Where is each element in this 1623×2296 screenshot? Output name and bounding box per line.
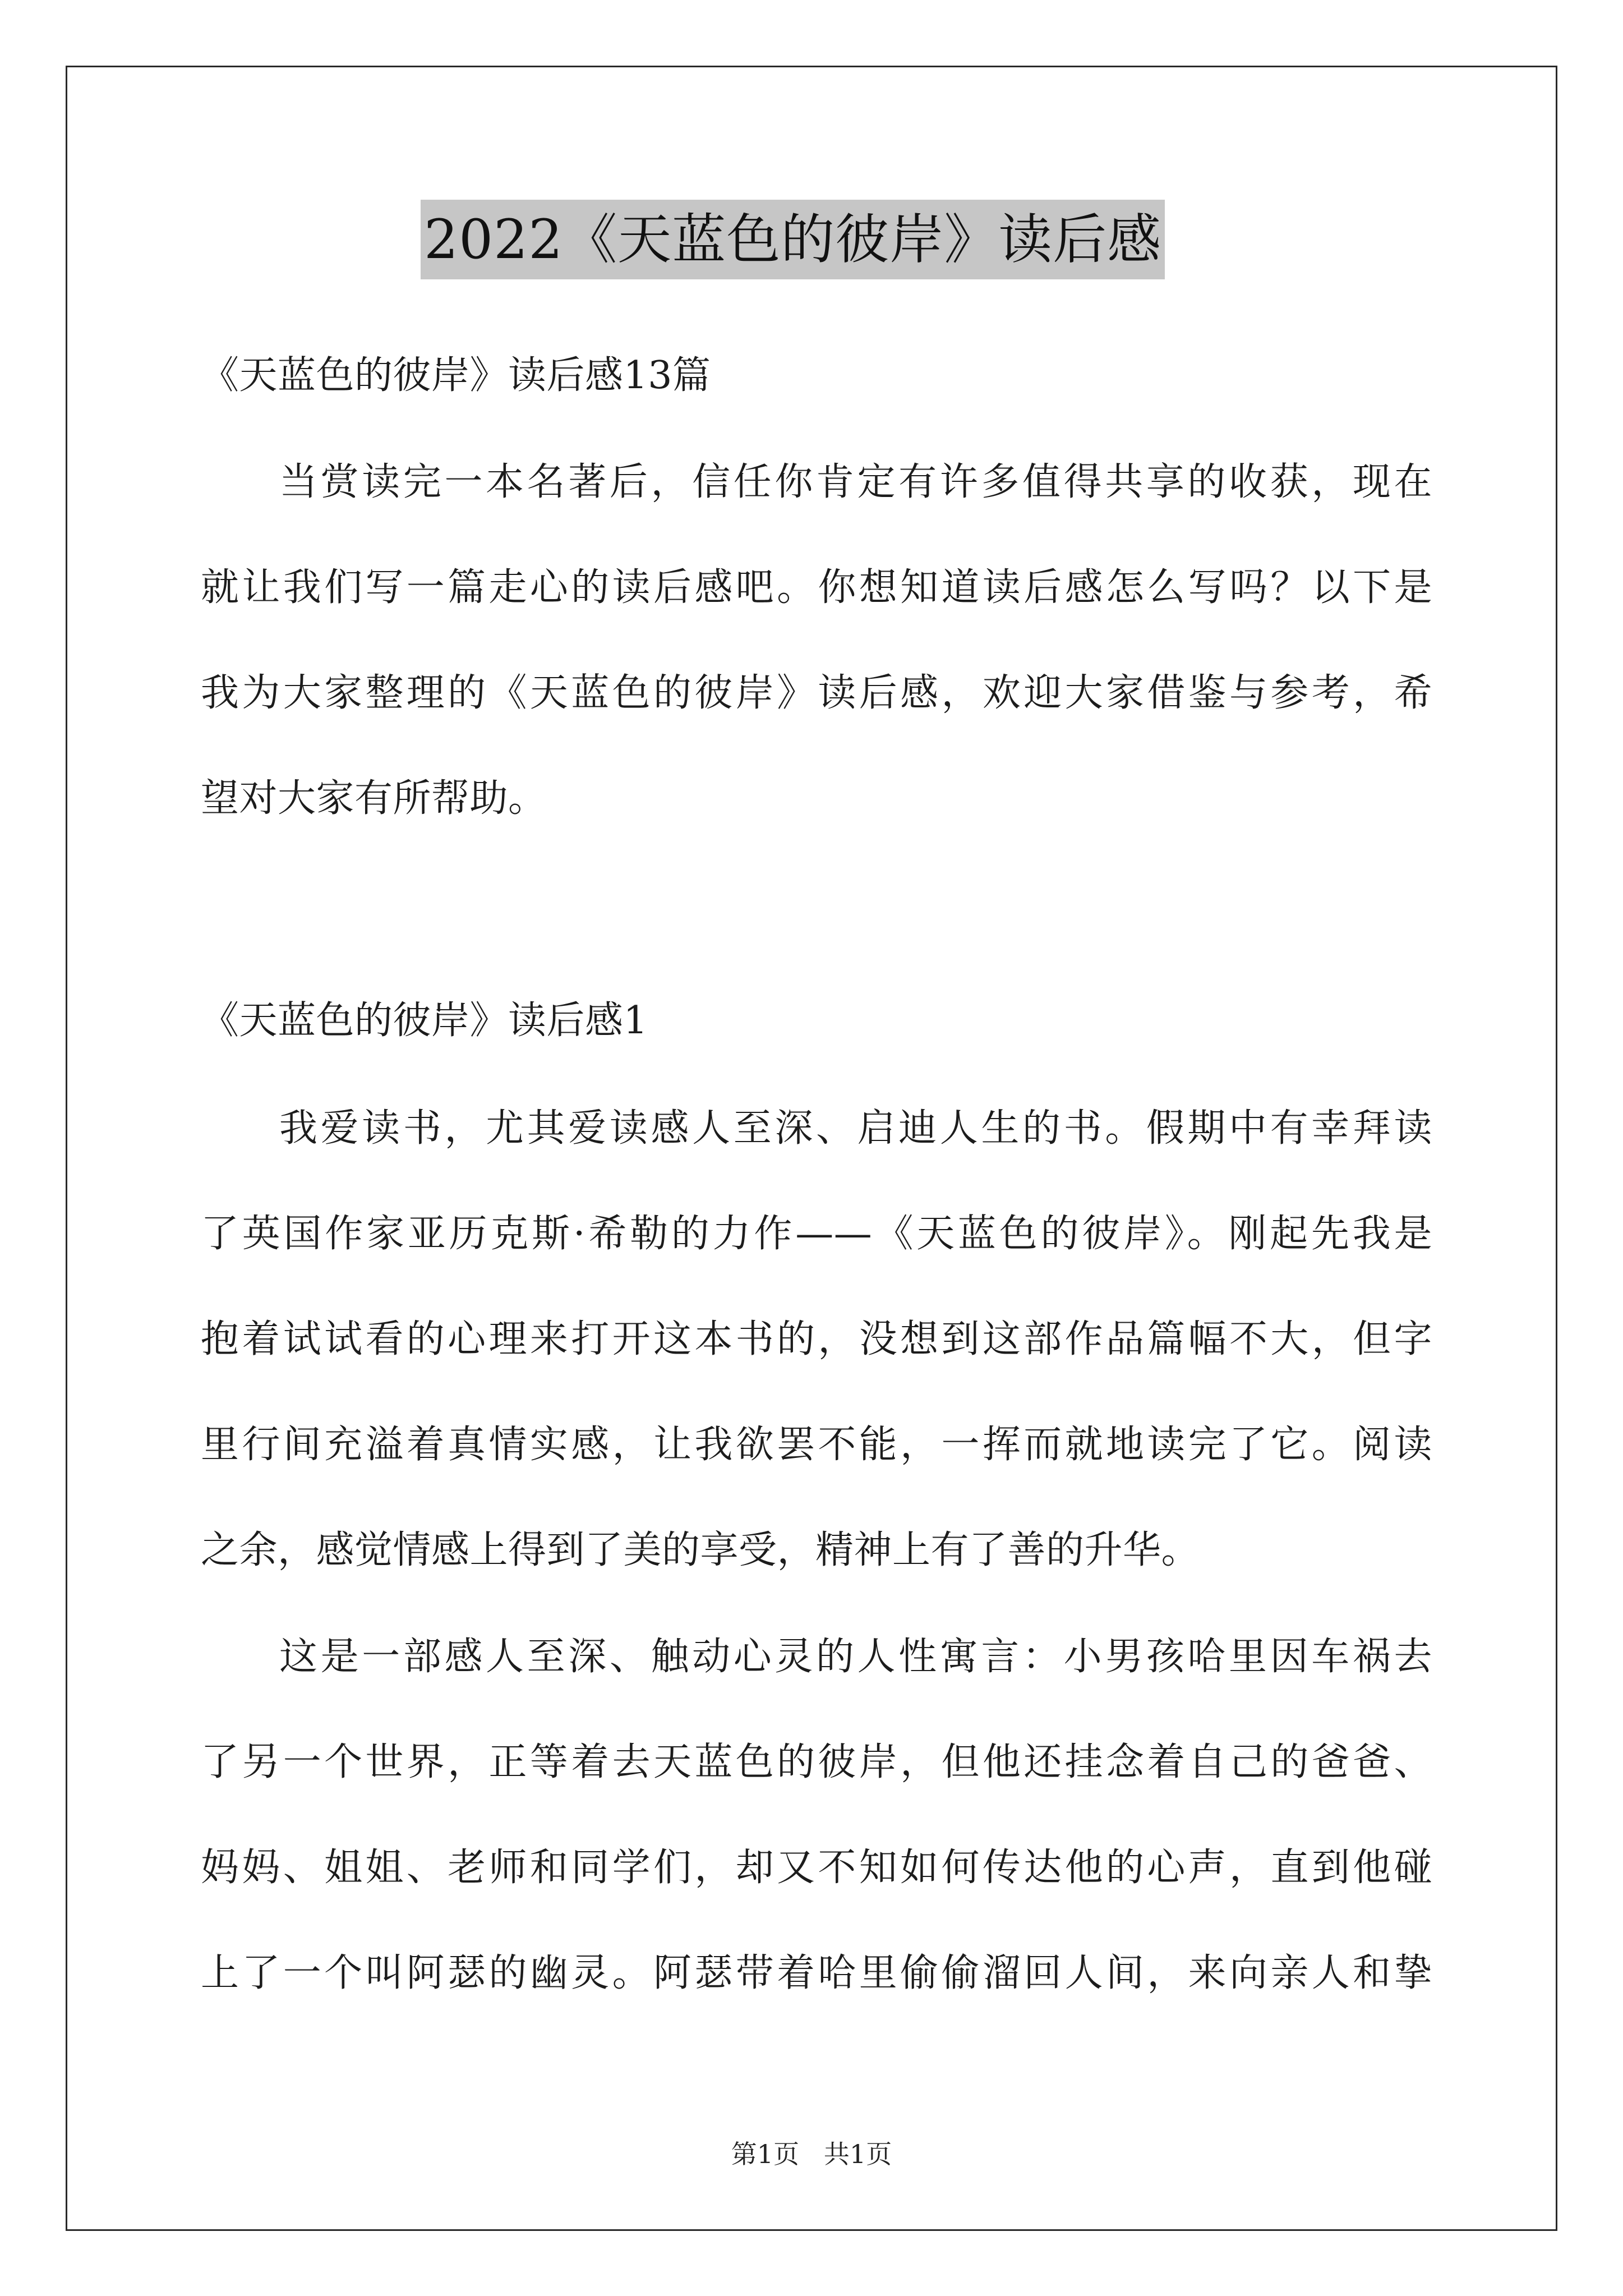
- paragraph-line: 抱着试试看的心理来打开这本书的，没想到这部作品篇幅不大，但字: [201, 1317, 1432, 1361]
- section-heading: 《天蓝色的彼岸》读后感1: [201, 999, 648, 1043]
- document-subtitle: 《天蓝色的彼岸》读后感13篇: [201, 353, 711, 398]
- paragraph-line: 上了一个叫阿瑟的幽灵。阿瑟带着哈里偷偷溜回人间，来向亲人和挚: [201, 1951, 1432, 1995]
- paragraph-line: 之余，感觉情感上得到了美的享受，精神上有了善的升华。: [201, 1528, 1200, 1572]
- paragraph-line: 了另一个世界，正等着去天蓝色的彼岸，但他还挂念着自己的爸爸、: [201, 1740, 1432, 1784]
- paragraph-line: 了英国作家亚历克斯·希勒的力作——《天蓝色的彼岸》。刚起先我是: [201, 1212, 1432, 1256]
- paragraph-line: 这是一部感人至深、触动心灵的人性寓言：小男孩哈里因车祸去: [279, 1635, 1432, 1679]
- document-title: 2022《天蓝色的彼岸》读后感: [421, 200, 1165, 279]
- page-footer: 第1页 共1页: [731, 2139, 892, 2169]
- intro-line: 就让我们写一篇走心的读后感吧。你想知道读后感怎么写吗？以下是: [201, 565, 1432, 610]
- paragraph-line: 我爱读书，尤其爱读感人至深、启迪人生的书。假期中有幸拜读: [279, 1106, 1432, 1151]
- intro-line: 当赏读完一本名著后，信任你肯定有许多值得共享的收获，现在: [279, 460, 1432, 504]
- intro-line: 望对大家有所帮助。: [201, 776, 547, 821]
- paragraph-line: 里行间充溢着真情实感，让我欲罢不能，一挥而就地读完了它。阅读: [201, 1423, 1432, 1467]
- intro-line: 我为大家整理的《天蓝色的彼岸》读后感，欢迎大家借鉴与参考，希: [201, 671, 1432, 715]
- paragraph-line: 妈妈、姐姐、老师和同学们，却又不知如何传达他的心声，直到他碰: [201, 1846, 1432, 1890]
